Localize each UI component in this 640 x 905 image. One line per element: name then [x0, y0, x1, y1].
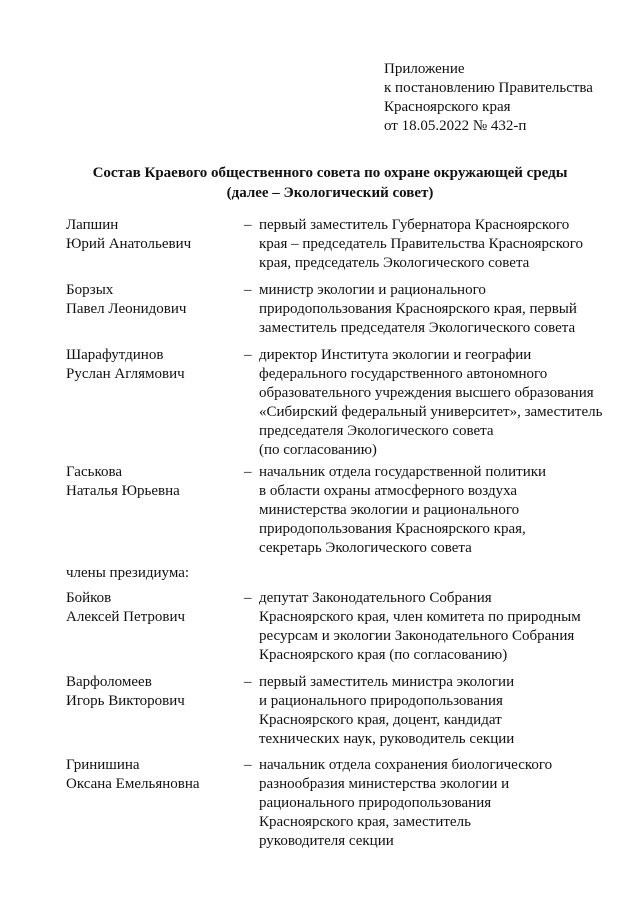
description-line: Красноярского края, доцент, кандидат: [259, 712, 502, 728]
description-line: разнообразия министерства экологии и: [259, 776, 510, 792]
description-line: «Сибирский федеральный университет», заместитель: [259, 404, 603, 420]
dash-separator: –: [244, 347, 252, 363]
member-given-name: Юрий Анатольевич: [66, 236, 192, 252]
description-line: края, председатель Экологического совета: [259, 255, 530, 271]
description-line: руководителя секции: [259, 833, 394, 849]
description-line: технических наук, руководитель секции: [259, 731, 515, 747]
member-surname: Гаськова: [66, 464, 123, 480]
member-description: [259, 346, 604, 460]
description-line: рационального природопользования: [259, 795, 492, 811]
description-line: края – председатель Правительства Красноярского: [259, 236, 584, 252]
dash-separator: –: [244, 590, 252, 606]
member-name: [66, 463, 236, 501]
description-line: и рационального природопользования: [259, 693, 503, 709]
appendix-line: от 18.05.2022 № 432-п: [384, 118, 527, 134]
member-surname: Борзых: [66, 282, 114, 298]
appendix-line: Красноярского края: [384, 99, 511, 115]
member-description: [259, 756, 604, 851]
title-line: (далее – Экологический совет): [226, 185, 434, 201]
dash-separator: –: [244, 674, 252, 690]
member-given-name: Игорь Викторович: [66, 693, 185, 709]
member-name: [66, 756, 236, 794]
description-line: директор Института экологии и географии: [259, 347, 532, 363]
description-line: министерства экологии и рационального: [259, 502, 520, 518]
member-name: [66, 281, 236, 319]
appendix-header: [384, 60, 593, 136]
member-given-name: Алексей Петрович: [66, 609, 186, 625]
description-line: природопользования Красноярского края, первый: [259, 301, 577, 317]
title-line: Состав Краевого общественного совета по охране окружающей среды: [92, 165, 568, 181]
description-line: Красноярского края, заместитель: [259, 814, 471, 830]
member-name: [66, 673, 236, 711]
member-given-name: Руслан Аглямович: [66, 366, 185, 382]
description-line: первый заместитель министра экологии: [259, 674, 515, 690]
description-line: секретарь Экологического совета: [259, 540, 472, 556]
member-given-name: Оксана Емельяновна: [66, 776, 200, 792]
description-line: Красноярского края, член комитета по природным: [259, 609, 581, 625]
dash-separator: –: [244, 282, 252, 298]
description-line: (по согласованию): [259, 442, 377, 458]
description-line: начальник отдела государственной политики: [259, 464, 547, 480]
member-description: [259, 216, 604, 273]
member-given-name: Наталья Юрьевна: [66, 483, 180, 499]
description-line: начальник отдела сохранения биологического: [259, 757, 553, 773]
appendix-line: к постановлению Правительства: [384, 80, 593, 96]
description-line: первый заместитель Губернатора Красноярского: [259, 217, 570, 233]
presidium-section-label: члены президиума:: [66, 565, 190, 581]
member-description: [259, 673, 604, 749]
dash-separator: –: [244, 464, 252, 480]
dash-separator: –: [244, 757, 252, 773]
member-name: [66, 216, 236, 254]
member-surname: Лапшин: [66, 217, 119, 233]
description-line: Красноярского края (по согласованию): [259, 647, 508, 663]
document-title: [60, 163, 600, 203]
member-surname: Варфоломеев: [66, 674, 152, 690]
description-line: ресурсам и экологии Законодательного Собрания: [259, 628, 575, 644]
member-description: [259, 589, 604, 665]
description-line: заместитель председателя Экологического совета: [259, 320, 576, 336]
appendix-line: Приложение: [384, 61, 465, 77]
dash-separator: –: [244, 217, 252, 233]
description-line: в области охраны атмосферного воздуха: [259, 483, 518, 499]
member-surname: Бойков: [66, 590, 112, 606]
member-given-name: Павел Леонидович: [66, 301, 187, 317]
member-description: [259, 463, 604, 558]
description-line: природопользования Красноярского края,: [259, 521, 526, 537]
member-surname: Шарафутдинов: [66, 347, 164, 363]
member-surname: Гринишина: [66, 757, 140, 773]
member-name: [66, 589, 236, 627]
description-line: федерального государственного автономного: [259, 366, 548, 382]
description-line: министр экологии и рационального: [259, 282, 486, 298]
member-name: [66, 346, 236, 384]
description-line: образовательного учреждения высшего образования: [259, 385, 594, 401]
member-description: [259, 281, 604, 338]
description-line: депутат Законодательного Собрания: [259, 590, 492, 606]
description-line: председателя Экологического совета: [259, 423, 494, 439]
